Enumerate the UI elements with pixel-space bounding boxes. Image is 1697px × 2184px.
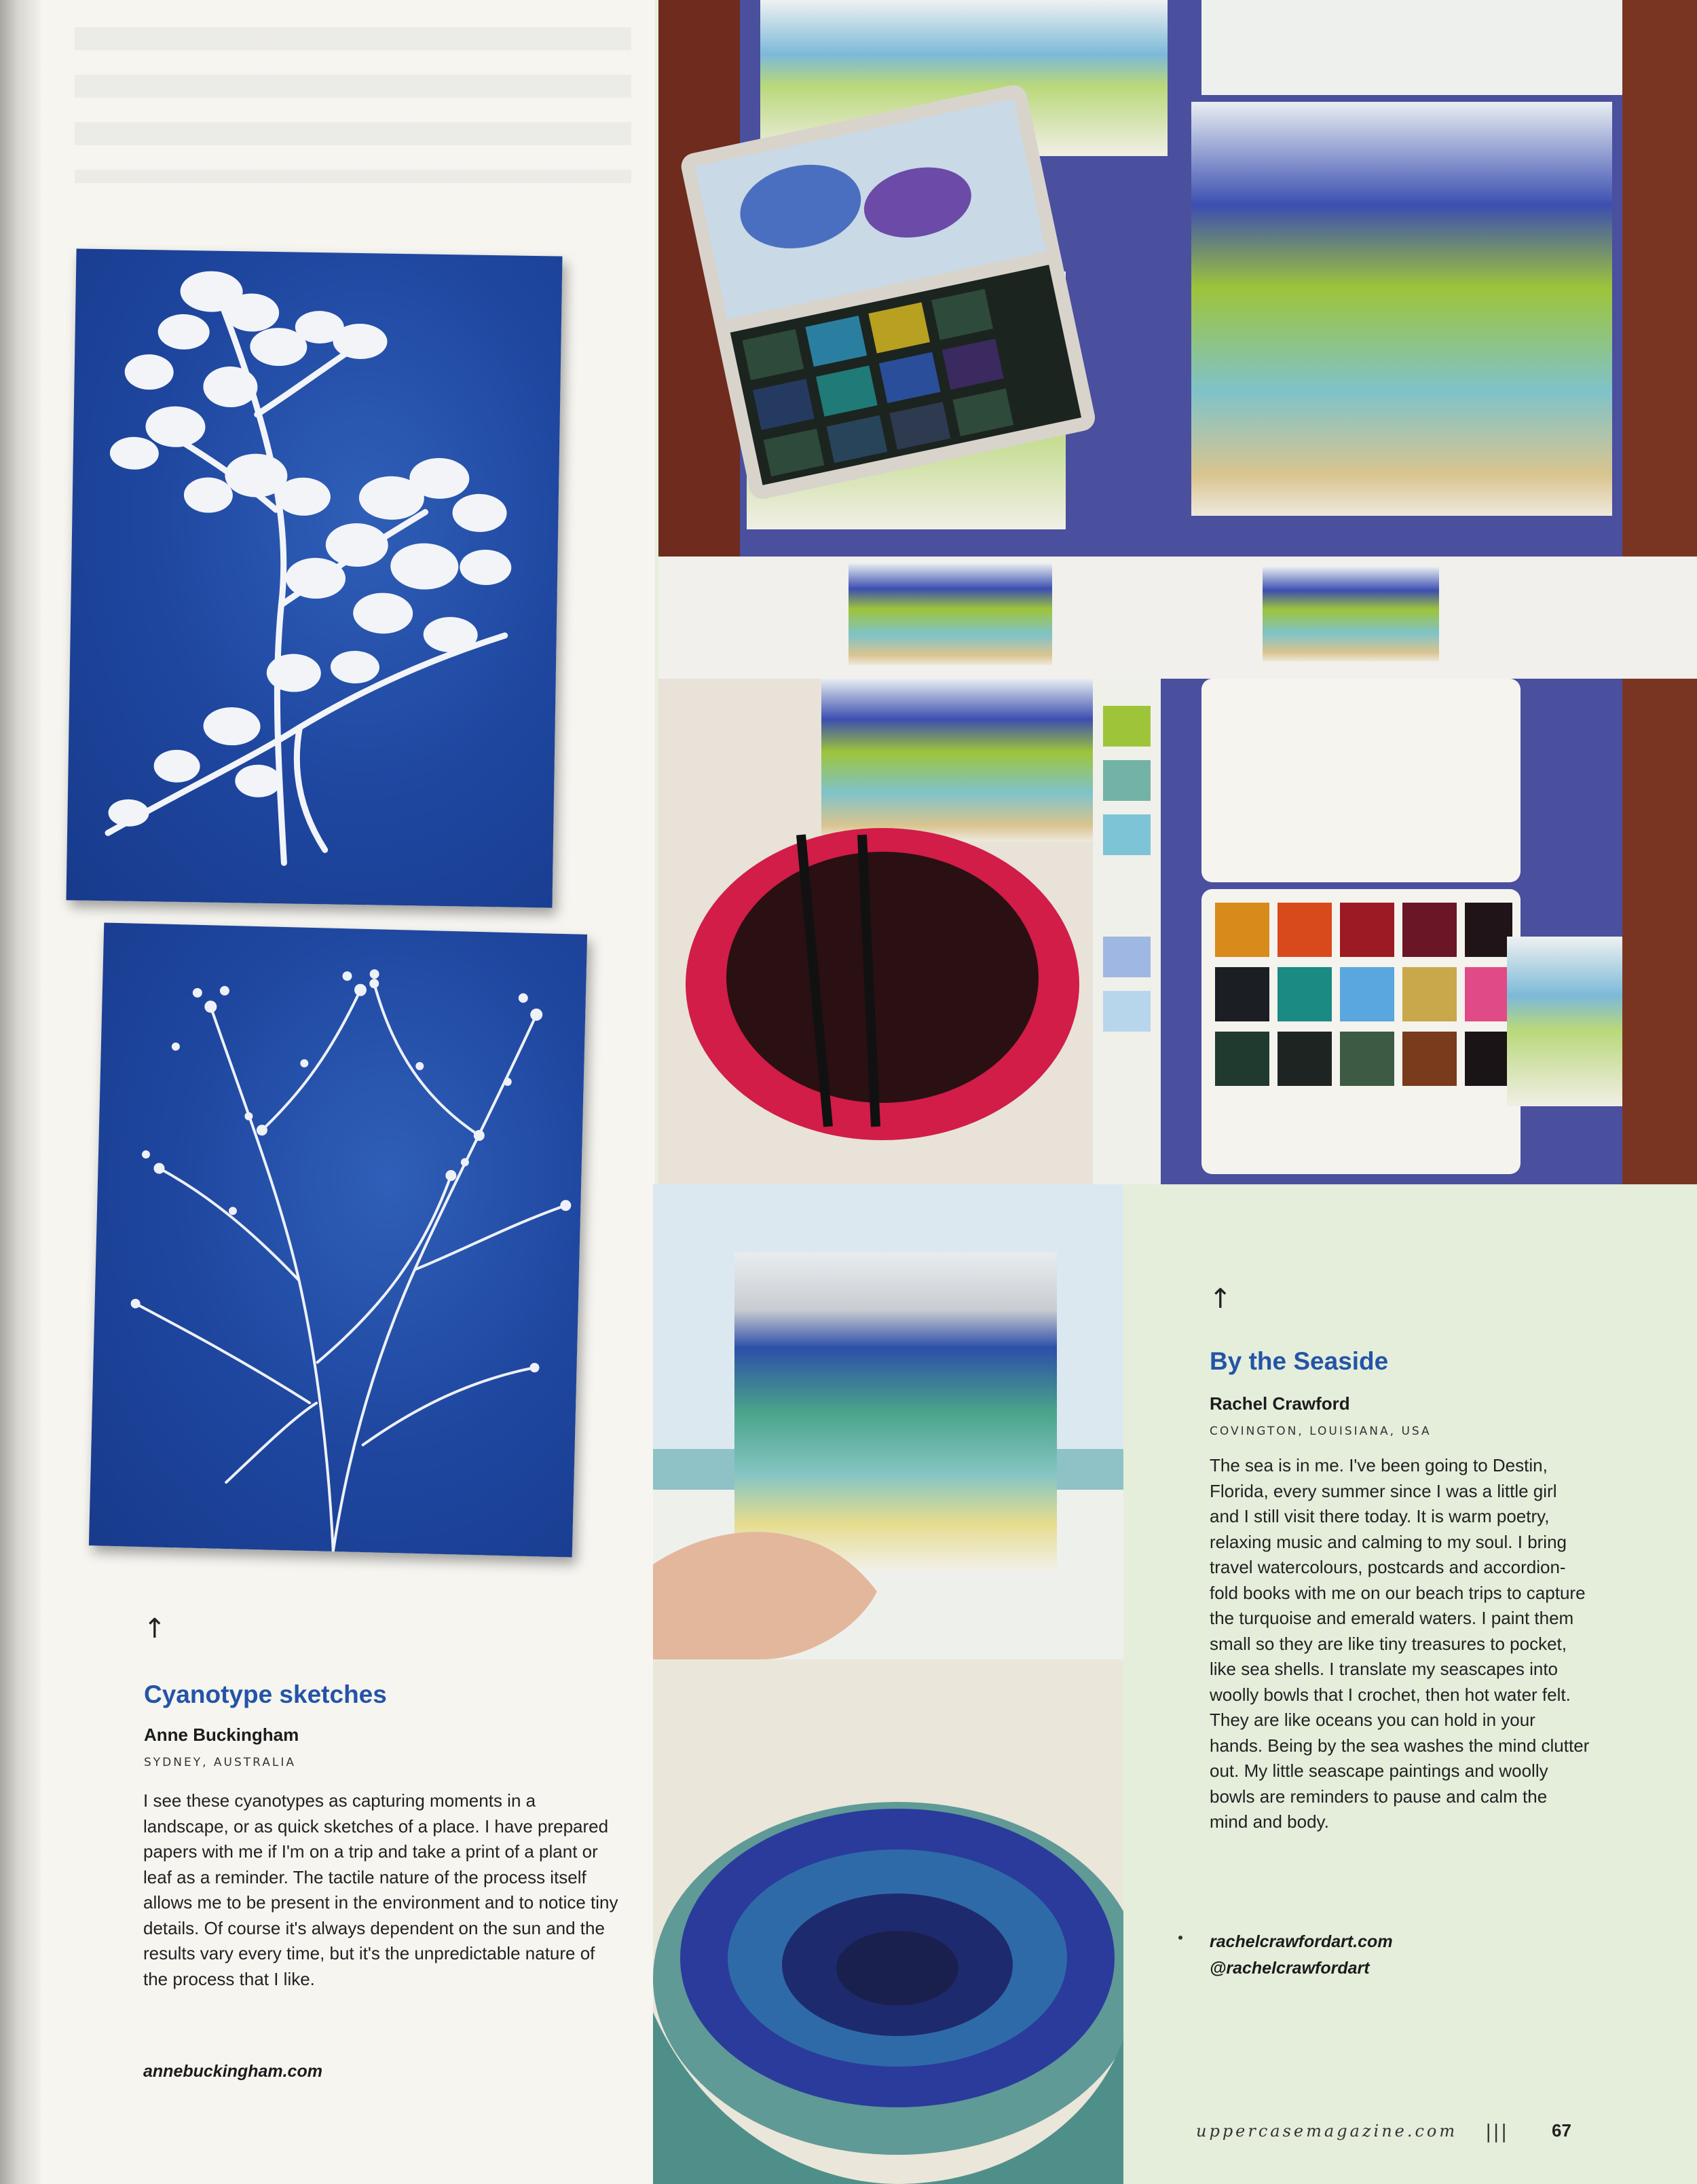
show-through-text [75,27,631,183]
bowl-photo-art [653,1659,1123,2184]
cyanotype-print-leaves [67,248,563,907]
right-article-title: By the Seaside [1210,1347,1389,1375]
collage-art [658,0,1697,1184]
bullet-dot [1178,1936,1182,1940]
right-article-author: Rachel Crawford [1210,1393,1350,1414]
watercolour-collage-photo [658,0,1697,1184]
right-article-social-handle[interactable]: @rachelcrawfordart [1210,1959,1370,1978]
left-article-arrow: ↑ [143,1613,166,1644]
cyanotype-leaves-art [67,248,563,907]
right-article-location: COVINGTON, LOUISIANA, USA [1210,1425,1432,1438]
left-article-location: SYDNEY, AUSTRALIA [144,1756,297,1769]
right-article-body: The sea is in me. I've been going to Destin, Florida, every summer since I was a little girl and I still visit there today. It is warm poetry, relaxing music and calming to my soul. I bring travel watercolours, postcards and accordion-fold books with me on our beach trips to capture the turquoise and emerald waters. I paint them small so they are like tiny treasures to pocket, like sea shells. I translate my seascapes into woolly bowls that I crochet, then hot water felt. They are like oceans you can hold in your hands. Being by the sea washes the mind clutter out. My little seascape paintings and woolly bowls are reminders to pause and calm the mind and body. [1210,1455,1590,1832]
left-article-body: I see these cyanotypes as capturing moments in a landscape, or as quick sketches of a place. I have prepared papers with me if I'm on a trip and take a print of a plant or leaf as a reminder. The tactile nature of the process itself allows me to be present in the environment and to notice tiny details. Of course it's always dependent on the sun and the results vary every time, but it's the unpredictable nature of the process that I like. [143,1790,618,1989]
right-article-arrow: ↑ [1209,1283,1232,1315]
cyanotype-print-stems [89,922,587,1557]
seascape-in-hand-photo [653,1184,1123,1659]
footer-site-url[interactable]: uppercasemagazine.com [1196,2122,1458,2141]
right-article-url[interactable]: rachelcrawfordart.com [1210,1932,1393,1951]
left-article-author: Anne Buckingham [144,1725,299,1745]
felted-bowl-photo [653,1659,1123,2184]
page-number: 67 [1552,2120,1571,2141]
page-gutter [0,0,41,2184]
footer-divider: ||| [1485,2120,1509,2143]
hand-photo-art [653,1184,1123,1659]
cyanotype-stems-art [89,922,587,1557]
left-article-title: Cyanotype sketches [144,1680,387,1708]
left-article-url[interactable]: annebuckingham.com [143,2062,322,2081]
